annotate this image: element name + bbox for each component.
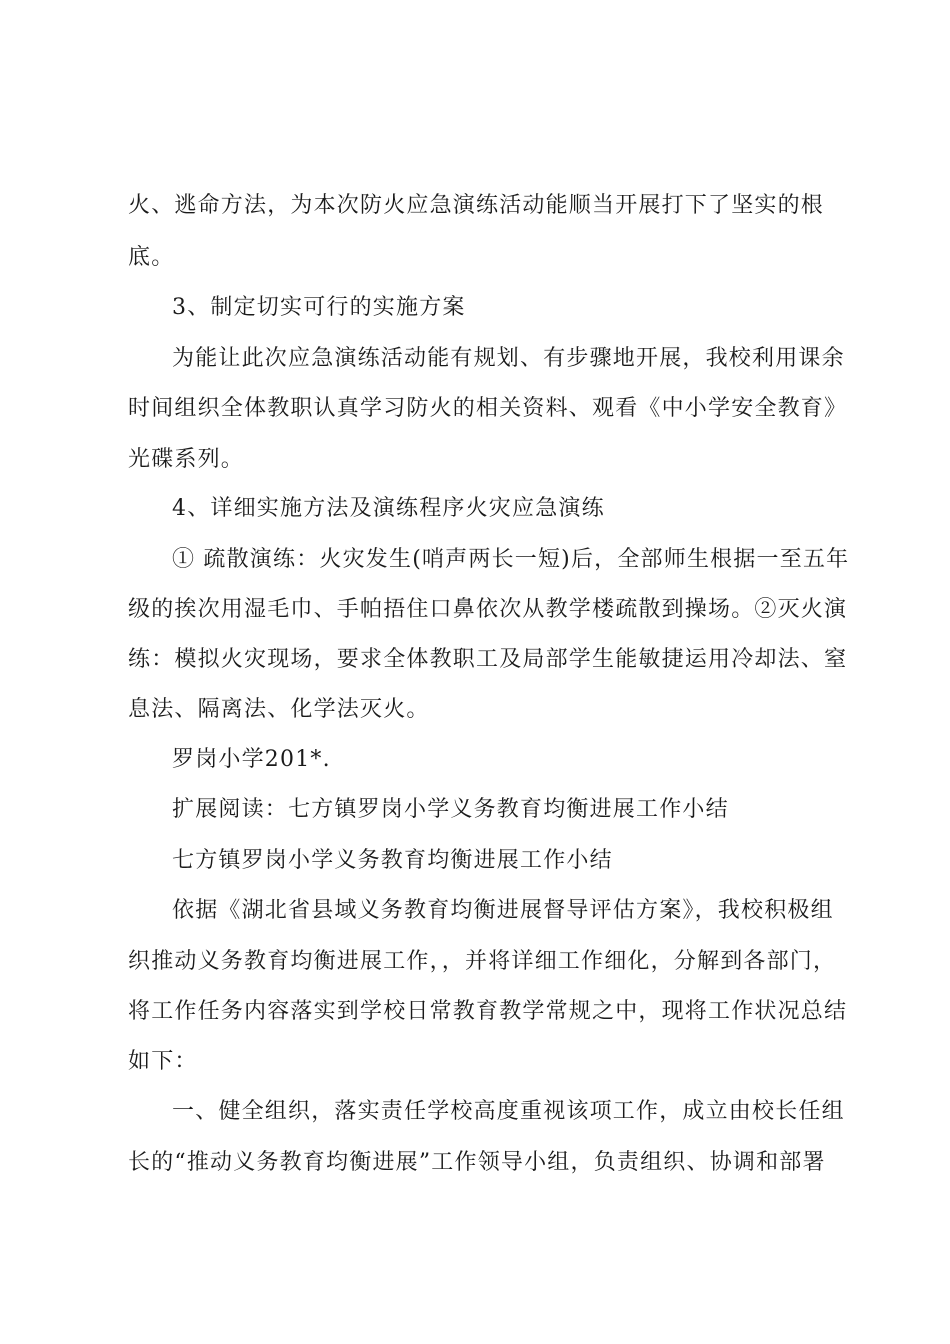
extended-reading-line: 扩展阅读：七方镇罗岗小学义务教育均衡进展工作小结 xyxy=(172,797,729,822)
paragraph-line: 时间组织全体教职认真学习防火的相关资料、观看《中小学安全教育》 xyxy=(128,396,848,421)
paragraph-line: 级的挨次用湿毛巾、手帕捂住口鼻依次从教学楼疏散到操场。②灭火演 xyxy=(128,597,848,622)
paragraph-line: 如下： xyxy=(128,1049,198,1074)
paragraph-line: 依据《湖北省县域义务教育均衡进展督导评估方案》，我校积极组 xyxy=(172,898,834,923)
paragraph-line: 练：模拟火灾现场，要求全体教职工及局部学生能敏捷运用冷却法、窒 xyxy=(128,647,848,672)
paragraph-line: 底。 xyxy=(128,245,175,270)
paragraph-line: 织推动义务教育均衡进展工作，，并将详细工作细化，分解到各部门， xyxy=(128,949,837,974)
section-heading: 4、详细实施方法及演练程序火灾应急演练 xyxy=(172,496,605,521)
section-heading: 3、制定切实可行的实施方案 xyxy=(172,295,466,320)
paragraph-line: 火、逃命方法，为本次防火应急演练活动能顺当开展打下了坚实的根 xyxy=(128,193,825,218)
paragraph-line: 将工作任务内容落实到学校日常教育教学常规之中，现将工作状况总结 xyxy=(128,999,848,1024)
paragraph-line: ① 疏散演练：火灾发生(哨声两长一短)后，全部师生根据一至五年 xyxy=(172,547,850,572)
paragraph-line: 息法、隔离法、化学法灭火。 xyxy=(128,697,430,722)
paragraph-line: 一、健全组织，落实责任学校高度重视该项工作，成立由校长任组 xyxy=(172,1099,845,1124)
document-title: 七方镇罗岗小学义务教育均衡进展工作小结 xyxy=(172,848,613,873)
paragraph-line: 为能让此次应急演练活动能有规划、有步骤地开展，我校利用课余 xyxy=(172,346,845,371)
paragraph-line: 长的“推动义务教育均衡进展”工作领导小组，负责组织、协调和部署 xyxy=(128,1150,826,1175)
signature-line: 罗岗小学201*. xyxy=(172,747,331,772)
paragraph-line: 光碟系列。 xyxy=(128,447,245,472)
